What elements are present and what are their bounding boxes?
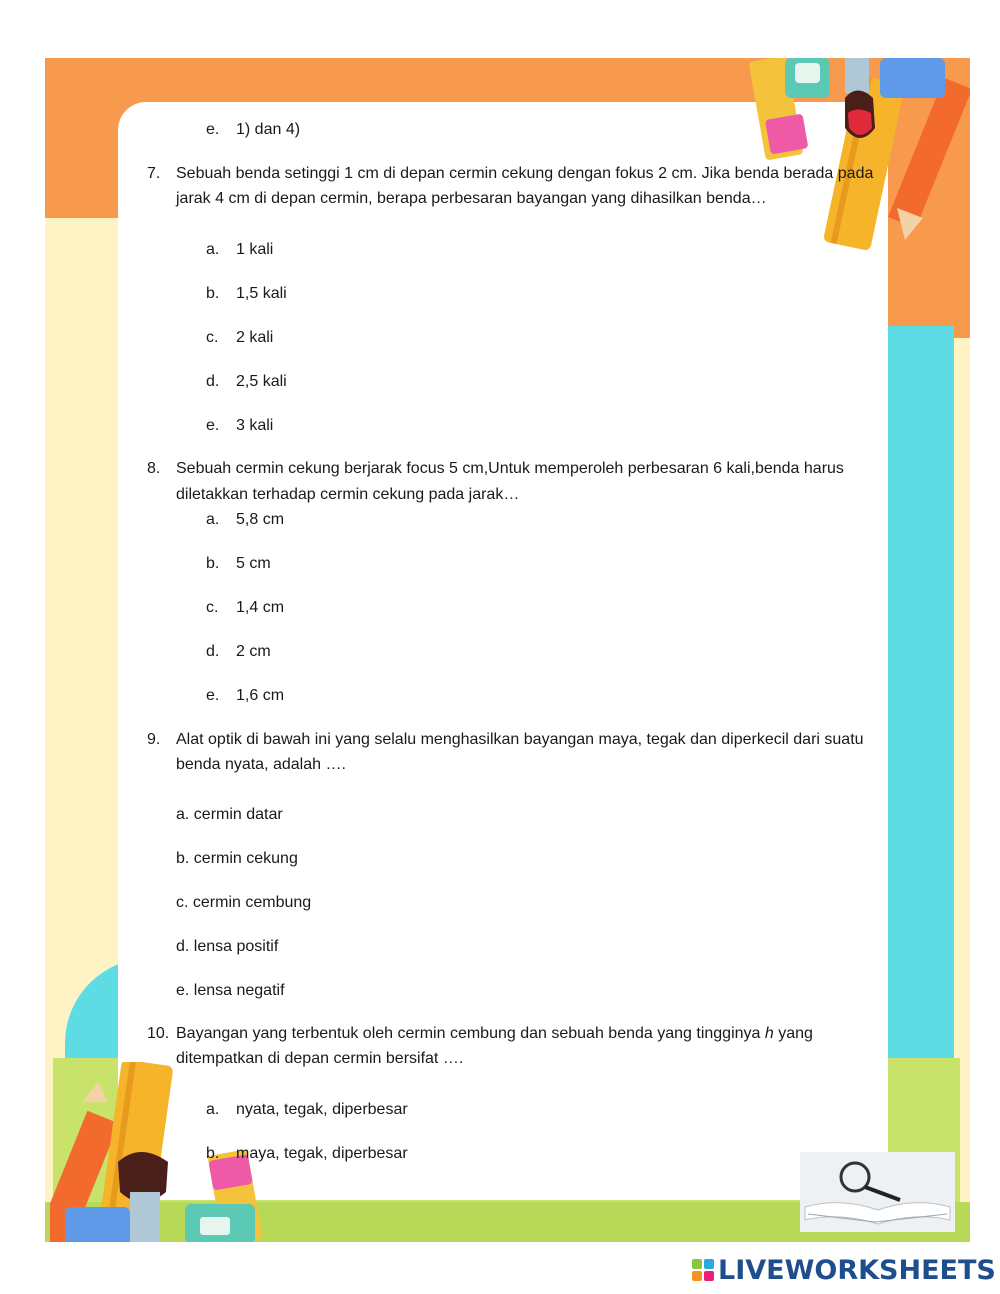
option-text: maya, tegak, diperbesar — [236, 1145, 408, 1162]
question-number: 9. — [147, 731, 161, 748]
option-letter: a. — [206, 511, 220, 528]
question-text: Alat optik di bawah ini yang selalu menghasilkan bayangan maya, tegak dan diperkecil dari suatu — [176, 731, 864, 748]
option-text: nyata, tegak, diperbesar — [236, 1101, 408, 1118]
option-text: 1,4 cm — [236, 599, 285, 616]
option-letter: c. — [206, 599, 219, 616]
option-text: 1 kali — [236, 241, 274, 258]
option-letter: e. — [206, 121, 220, 138]
option-letter: a. — [206, 1101, 220, 1118]
option-letter: b. — [206, 1145, 220, 1162]
option-text: a. cermin datar — [176, 806, 283, 823]
question-text: diletakkan terhadap cermin cekung pada jarak… — [176, 486, 520, 503]
option-text: 5 cm — [236, 555, 271, 572]
option-letter: b. — [206, 555, 220, 572]
option-letter: e. — [206, 417, 220, 434]
question-number: 10. — [147, 1025, 170, 1042]
option-letter: c. — [206, 329, 219, 346]
option-letter: e. — [206, 687, 220, 704]
option-letter: d. — [206, 643, 220, 660]
option-text: c. cermin cembung — [176, 894, 312, 911]
question-number: 8. — [147, 460, 161, 477]
question-text: Sebuah benda setinggi 1 cm di depan cermin cekung dengan fokus 2 cm. Jika benda berada pada — [176, 165, 874, 182]
question-text: Bayangan yang terbentuk oleh cermin cembung dan sebuah benda yang tingginya h yang — [176, 1025, 813, 1042]
question-text: ditempatkan di depan cermin bersifat …. — [176, 1050, 464, 1067]
option-text: 2,5 kali — [236, 373, 287, 390]
option-text: 3 kali — [236, 417, 274, 434]
option-letter: a. — [206, 241, 220, 258]
option-text: e. lensa negatif — [176, 982, 285, 999]
question-text: benda nyata, adalah …. — [176, 756, 346, 773]
logo-text: LIVEWORKSHEETS — [718, 1254, 996, 1286]
option-text: 1,5 kali — [236, 285, 287, 302]
liveworksheets-logo[interactable] — [692, 1255, 996, 1285]
option-letter: d. — [206, 373, 220, 390]
option-letter: b. — [206, 285, 220, 302]
option-text: 5,8 cm — [236, 511, 285, 528]
question-text: Sebuah cermin cekung berjarak focus 5 cm,Untuk memperoleh perbesaran 6 kali,benda harus — [176, 460, 844, 477]
option-text: 2 kali — [236, 329, 274, 346]
option-text: 1,6 cm — [236, 687, 285, 704]
option-text: d. lensa positif — [176, 938, 279, 955]
option-text: b. cermin cekung — [176, 850, 298, 867]
option-text: 2 cm — [236, 643, 271, 660]
question-number: 7. — [147, 165, 161, 182]
question-text: jarak 4 cm di depan cermin, berapa perbesaran bayangan yang dihasilkan benda… — [176, 190, 767, 207]
logo-mark-icon — [692, 1259, 714, 1281]
option-text: 1) dan 4) — [236, 121, 301, 138]
